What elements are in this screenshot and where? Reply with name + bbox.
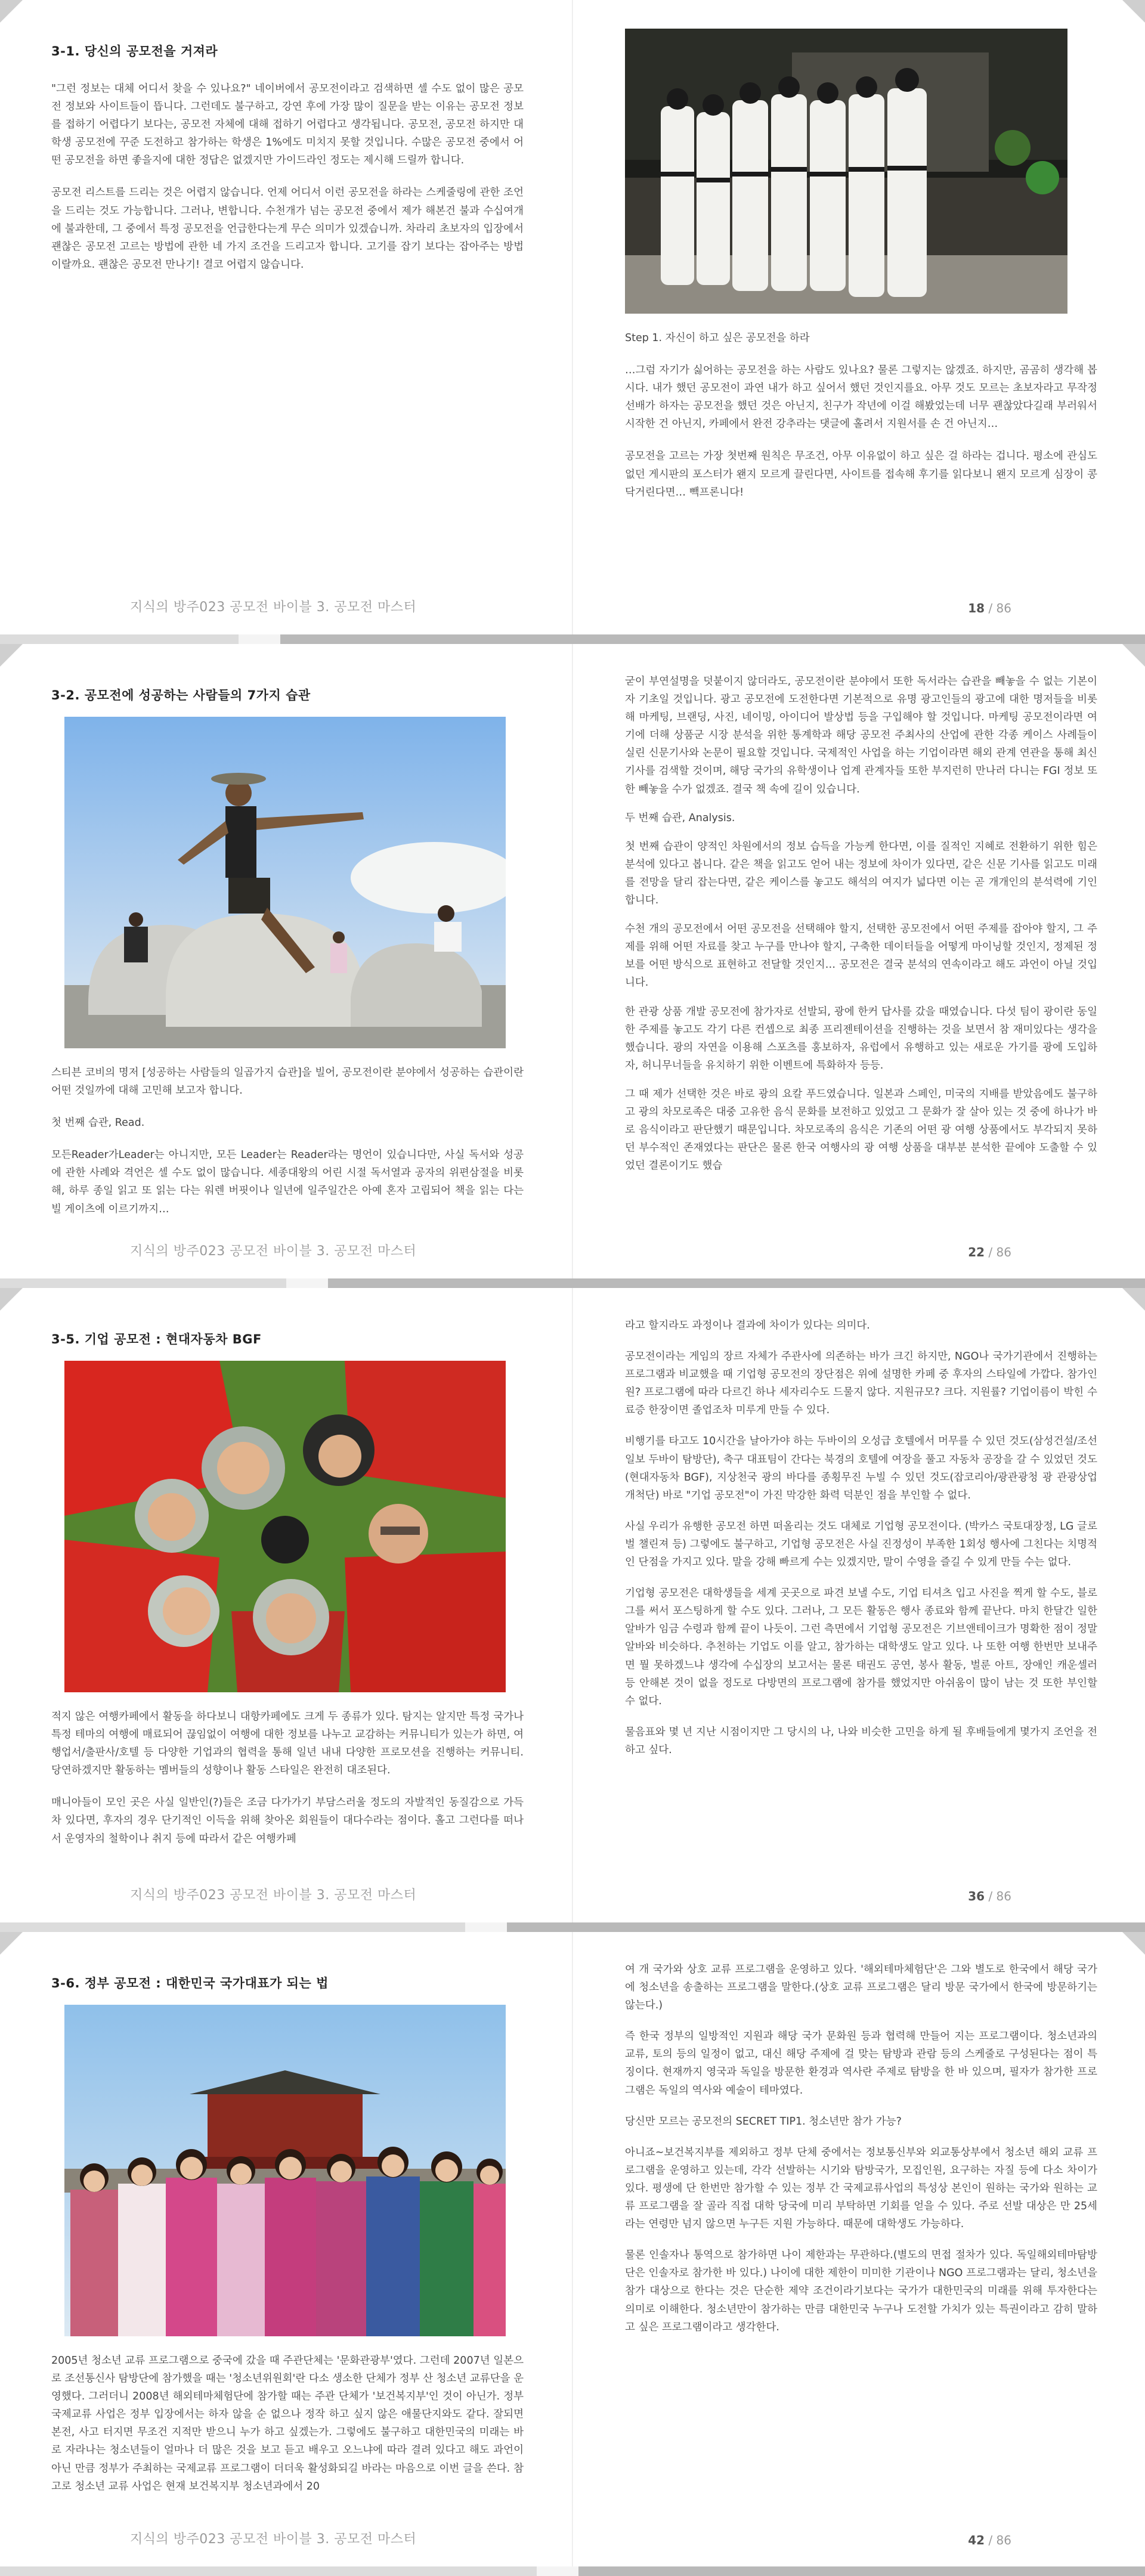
body-paragraph: 공모전이라는 게임의 장르 자체가 주관사에 의존하는 바가 크긴 하지만, NGO나 국가기관에서 진행하는 프로그램과 비교했을 때 기업형 공모전의 장단점은 위에 설명한 카페 중 후자의 스타일에 가깝다. 참가인원? 프로그램에 따라 다르긴 하나 세자리수도 드물지 않다. 지원규모? 크다. 지원률? 기업이름이 박힌 수료증 한장이면 졸업조차 미루게 만들 수 있다.: [625, 1351, 1097, 1417]
reading-progress-bar[interactable]: [0, 1922, 1145, 1932]
body-paragraph: 스티븐 코비의 명저 [성공하는 사람들의 일곱가지 습관]을 빌어, 공모전이란 분야에서 성공하는 습관이란 어떤 것일까에 대해 고민해 보고자 합니다.: [51, 1067, 524, 1097]
body-paragraph: 당신만 모르는 공모전의 SECRET TIP1. 청소년만 참가 가능?: [625, 2115, 902, 2128]
taekwondo-group-photo: [625, 29, 1067, 314]
page-spread-1: [0, 0, 1145, 644]
body-paragraph: 수천 개의 공모전에서 어떤 공모전을 선택해야 할지, 선택한 공모전에서 어떤 주제를 잡아야 할지, 그 주제를 위해 어떤 자료를 찾고 누구를 만나야 할지, 구축한 데이터들을 어떻게 마이닝할 것인지, 정제된 정보를 어떤 방식으로 표현하고 전달할 것인지… 공모전은 결국 분석의 연속이라고 해도 과언이 아닐 것입니다.: [625, 923, 1097, 989]
page-spread-3: [0, 1288, 1145, 1932]
current-page: 36: [968, 1889, 985, 1903]
right-page: [574, 0, 1145, 634]
right-page: [574, 1932, 1145, 2566]
body-paragraph: 모든Reader가Leader는 아니지만, 모든 Leader는 Reader라는 명언이 있습니다만, 사실 독서와 성공에 관한 사례와 격언은 셀 수도 없이 많습니다. 세종대왕의 어린 시절 독서열과 공자의 위편삼절을 비롯해, 하루 종일 읽고 또 읽는 다는 워렌 버핏이나 일년에 일주일간은 아예 혼자 고립되어 책을 읽는 다는 빌 게이츠에 이르기까지…: [51, 1149, 524, 1215]
body-paragraph: 한 관광 상품 개발 공모전에 참가자로 선발되, 광에 한커 답사를 갔을 때였습니다. 다섯 팀이 광이란 동일한 주제를 놓고도 각기 다른 컨셉으로 최종 프리젠테이션을 진행하는 것을 보면서 참 재미있다는 생각을 했습니다. 광의 자연을 이용해 스포츠를 홍보하자, 유럽에서 유행하고 있는 새로운 가기를 광에 도입하자, 허니무너들을 유치하기 위한 이벤트에 특화하자 등등.: [625, 1005, 1097, 1072]
current-page: 22: [968, 1245, 985, 1259]
left-page: [0, 0, 571, 634]
body-paragraph: 첫 번째 습관이 양적인 차원에서의 정보 습득을 가능케 한다면, 이를 질적인 지혜로 전환하기 위한 힘은 분석에 있다고 봅니다. 같은 책을 읽고도 얻어 내는 정보에 차이가 있다면, 같은 신문 기사를 읽고도 미래를 전망을 달리 잡는다면, 같은 케이스를 놓고도 해석의 여지가 넓다면 이는 곧 개개인의 분석력에 기인합니다.: [625, 840, 1097, 907]
body-paragraph: 아니죠~보건복지부를 제외하고 정부 단체 중에서는 정보통신부와 외교통상부에서 청소년 해외 교류 프로그램을 운영하고 있는데, 각각 선발하는 시기와 탐방국가, 모집인원, 요구하는 자질 등에 다소 차이가 있다. 평생에 단 한번만 참가할 수 있는 정부 간 국제교류사업의 특성상 본인이 원하는 국가와 원하는 교류 프로그램을 잘 골라 직접 대학 당국에 미리 부탁하면 기회를 얻을 수 있다. 주로 선발 대상은 만 25세라는 연령만 넘지 않으면 누구든 지원 가능하다. 때문에 대학생도 가능하다.: [625, 2146, 1097, 2231]
book-title-footer: 지식의 방주023 공모전 바이블 3. 공모전 마스터: [130, 1244, 417, 1259]
page-spread-2: [0, 644, 1145, 1288]
progress-thumb[interactable]: [239, 634, 280, 644]
body-paragraph: 굳이 부연설명을 덧붙이지 않더라도, 공모전이란 분야에서 또한 독서라는 습관을 빼놓을 수 없는 기본이자 기초일 것입니다. 광고 공모전에 도전한다면 기본적으로 유명 광고인들의 광고에 대한 명저들을 비롯해 마케팅, 브랜딩, 사진, 네이밍, 아이디어 발상법 등을 구입해야 할 것입니다. 마케팅 공모전이라면 여기에 더해 상품군 시장 분석을 위한 통계학과 해당 공모전 주최사의 산업에 관한 각종 케이스 사례들이 실린 신문기사와 논문이 필요할 것입니다. 국제적인 사업을 하는 기업이라면 해외 관계 연관을 통해 최신 기사를 검색할 것이며, 해당 국가의 유학생이나 업계 관계자들 또한 부지런히 만나러 다니는 FGI 정보 또한 빼놓을 수가 없겠죠. 결국 책 속에 길이 있습니다.: [625, 676, 1097, 795]
section-heading: 3-2. 공모전에 성공하는 사람들의 7가지 습관: [51, 688, 311, 702]
students-lying-photo: [64, 1361, 506, 1692]
left-page: [0, 644, 571, 1278]
section-heading: 3-1. 당신의 공모전을 거져라: [51, 44, 218, 58]
page-spread-4: [0, 1932, 1145, 2576]
body-paragraph: …그럼 자기가 싫어하는 공모전을 하는 사람도 있나요? 물론 그렇지는 않겠죠. 하지만, 곰곰히 생각해 봅시다. 내가 했던 공모전이 과연 내가 하고 싶어서 했던 것인지를요. 아무 것도 모르는 초보자라고 무작정 선배가 하자는 공모전을 했던 것은 아닌지, 친구가 작년에 이걸 해봤었는데 너무 괜찮았다길래 부러워서 시작한 건 아닌지, 카페에서 완전 강추라는 댓글에 홀려서 지원서를 손 건 아닌지…: [625, 364, 1097, 431]
total-pages: / 86: [988, 1245, 1011, 1259]
page-number: [968, 601, 1011, 615]
total-pages: / 86: [988, 1889, 1011, 1903]
body-paragraph: 2005년 청소년 교류 프로그램으로 중국에 갔을 때 주관단체는 '문화관광부'였다. 그런데 2007년 일본으로 조선통신사 탐방단에 참가했을 때는 '청소년위원회'란 다소 생소한 단체가 정부 산 청소년 교류단을 운영했다. 그러더니 2008년 해외테마체험단에 참가할 때는 주관 단체가 '보건복지부'인 것이 아닌가. 정부 국제교류 사업은 정부 입장에서는 하자 않을 순 없으나 정작 하고 싶지 않은 애물단지와도 같다. 잘되면 본전, 사고 터지면 무조건 지적만 받으니 누가 하고 싶겠는가. 그렇에도 불구하고 대한민국의 미래는 바로 자라나는 청소년들이 얼마나 더 많은 것을 보고 듣고 배우고 오느냐에 따라 결려 있다고 해도 과언이 아닌 만큼 정부가 주최하는 국제교류 프로그램이 더더욱 활성화되길 바라는 마음으로 이번 글을 쓴다. 참고로 청소년 교류 사업은 현재 보건복지부 청소년과에서 20: [51, 2355, 524, 2493]
body-paragraph: 공모전을 고르는 가장 첫번째 원칙은 무조건, 아무 이유없이 하고 싶은 걸 하라는 겁니다. 평소에 관심도 없던 게시판의 포스터가 왠지 모르게 끌린다면, 사이트를 접속해 후기를 읽다보니 왠지 모르게 심장이 콩닥거린다면… 빽프론니다!: [625, 450, 1097, 499]
progress-fill: [0, 1922, 465, 1932]
left-page: [0, 1932, 571, 2566]
page-number: [968, 2533, 1011, 2547]
body-paragraph: "그런 정보는 대체 어디서 찾을 수 있나요?" 네이버에서 공모전이라고 검색하면 셀 수도 없이 많은 공모전 정보와 사이트들이 뜹니다. 그런데도 불구하고, 강연 후에 가장 많이 질문을 받는 이유는 공모전 정보를 접하기 어렵다기 보다는, 공모전 자체에 대해 접하기 어렵다고 생각됩니다. 공모전, 공모전 하지만 대학생 공모전에 꾸준 도전하고 참가하는 학생은 1%에도 미치지 못할 것입니다. 수많은 공모전 중에서 어떤 공모전을 하면 좋을지에 대한 정답은 없겠지만 가이드라인 정도는 제시해 드릴까 합니다.: [51, 83, 524, 167]
hanbok-group-photo: [64, 2005, 506, 2336]
left-page: [0, 1288, 571, 1922]
elephant-statue-photo: [64, 717, 506, 1048]
body-paragraph: Step 1. 자신이 하고 싶은 공모전을 하라: [625, 332, 810, 344]
progress-thumb[interactable]: [286, 1278, 328, 1288]
body-paragraph: 물음표와 몇 년 지난 시점이지만 그 당시의 나, 나와 비슷한 고민을 하게 될 후배들에게 몇가지 조언을 전하고 싶다.: [625, 1726, 1097, 1756]
book-title-footer: 지식의 방주023 공모전 바이블 3. 공모전 마스터: [130, 2532, 417, 2547]
page-number: [968, 1245, 1011, 1259]
progress-fill: [0, 634, 239, 644]
body-paragraph: 공모전 리스트를 드리는 것은 어렵지 않습니다. 언제 어디서 이런 공모전을 하라는 스케줄링에 관한 조언을 드리는 것도 가능합니다. 그러나, 변합니다. 수천개가 넘는 공모전 중에서 제가 해본건 불과 수십여개에 불과한데, 그 중에서 특정 공모전을 언급한다는게 무슨 의미가 있겠습니까. 차라리 초보자의 입장에서 괜찮은 공모전 고르는 방법에 관한 네 가지 조건을 드리고자 합니다. 고기를 잡기 보다는 잡아주는 방법이랄까요. 괜찮은 공모전 만나기! 결코 어렵지 않습니다.: [51, 187, 524, 271]
section-heading: 3-5. 기업 공모전 : 현대자동차 BGF: [51, 1332, 262, 1346]
reading-progress-bar[interactable]: [0, 634, 1145, 644]
page-gutter: [572, 1288, 573, 1922]
body-paragraph: 비행기를 타고도 10시간을 날아가야 하는 두바이의 오성급 호텔에서 머무를 수 있던 것도(삼성건설/조선일보 두바이 탐방단), 축구 대표팀이 간다는 북경의 호텔에 여장을 풀고 자동차 공장을 갈 수 있었던 것도(현대자동차 BGF), 지상천국 광의 바다를 종횡무진 누빌 수 있던 것도(잡코리아/광관광청 광 관광상업 개척단) 바로 "기업 공모전"이 가진 막강한 화력 덕분인 점을 부인할 수 없다.: [625, 1435, 1097, 1501]
page-number: [968, 1889, 1011, 1903]
body-paragraph: 첫 번째 습관, Read.: [51, 1117, 145, 1129]
book-title-footer: 지식의 방주023 공모전 바이블 3. 공모전 마스터: [130, 600, 417, 615]
progress-fill: [0, 2566, 537, 2576]
right-page: [574, 644, 1145, 1278]
page-gutter: [572, 644, 573, 1278]
current-page: 42: [968, 2533, 985, 2547]
body-paragraph: 두 번째 습관, Analysis.: [625, 812, 735, 824]
section-heading: 3-6. 정부 공모전 : 대한민국 국가대표가 되는 법: [51, 1976, 329, 1990]
body-paragraph: 매니아들이 모인 곳은 사실 일반인(?)들은 조금 다가가기 부담스러울 정도의 자발적인 동질감으로 가득차 있다면, 후자의 경우 단기적인 이득을 위해 찾아온 회원들이 대다수라는 점이다. 홀고 그런다를 떠나서 운영자의 철학이나 취지 등에 따라서 같은 여행카페: [51, 1797, 524, 1845]
body-paragraph: 라고 할지라도 과정이나 결과에 차이가 있다는 의미다.: [625, 1320, 870, 1332]
page-gutter: [572, 0, 573, 634]
page-gutter: [572, 1932, 573, 2566]
progress-thumb[interactable]: [537, 2566, 578, 2576]
reading-progress-bar[interactable]: [0, 1278, 1145, 1288]
book-title-footer: 지식의 방주023 공모전 바이블 3. 공모전 마스터: [130, 1888, 417, 1903]
right-page: [574, 1288, 1145, 1922]
body-paragraph: 사실 우리가 유행한 공모전 하면 떠올리는 것도 대체로 기업형 공모전이다. (박카스 국토대장정, LG 글로벌 챌린져 등) 그렇에도 불구하고, 기업형 공모전은 사실 진정성이 부족한 1회성 행사에 그친다는 치명적인 단점을 가지고 있다. 말을 강해 빠르게 수는 있겠지만, 말이 수영을 즐길 수 있게 만들 수는 없다.: [625, 1520, 1097, 1569]
progress-thumb[interactable]: [465, 1922, 507, 1932]
reading-progress-bar[interactable]: [0, 2566, 1145, 2576]
current-page: 18: [968, 601, 985, 615]
body-paragraph: 적지 않은 여행카페에서 활동을 하다보니 대항카페에도 크게 두 종류가 있다. 탐지는 알지만 특정 국가나 특정 테마의 여행에 매료되어 끊임없이 여행에 대한 정보를 나누고 교감하는 커뮤니티가 있는가 하면, 여행업서/출판사/호텔 등 다양한 기업과의 협력을 통해 일년 내내 다양한 프로모션을 진행하는 커뮤니티. 당연하겠지만 활동하는 멤버들의 성향이나 활동 스타일은 완전히 대조된다.: [51, 1711, 524, 1777]
body-paragraph: 물론 인솔자나 통역으로 참가하면 나이 제한과는 무관하다.(별도의 면접 절차가 있다. 독일해외테마탐방단은 인솔자로 참가한 바 있다.) 나이에 대한 제한이 미미한 기관이나 NGO 프로그램과는 달리, 청소년을 참가 대상으로 한다는 것은 단순한 제약 조건이라기보다는 국가가 대한민국의 미래를 위해 투자한다는 의미로 이해한다. 청소년만이 참가하는 만큼 대한민국 누구나 도전할 가치가 있는 특권이라고 감히 말하고 싶은 프로그램이라고 생각한다.: [625, 2249, 1097, 2333]
progress-fill: [0, 1278, 286, 1288]
total-pages: / 86: [988, 2533, 1011, 2547]
total-pages: / 86: [988, 601, 1011, 615]
body-paragraph: 그 때 제가 선택한 것은 바로 광의 요칼 푸드였습니다. 일본과 스페인, 미국의 지배를 받았음에도 불구하고 광의 차모로족은 대중 고유한 음식 문화를 보전하고 있었고 그 문화가 잘 살아 있는 것 중에 하나가 바로 음식이라고 판단했기 때문입니다. 차모로족의 음식은 기존의 어떤 광 여행 상품에서도 부각되지 못하던 부수적인 존재였다는 판단은 물론 한국 여행사의 광 여행 상품을 대부분 분석한 끝에야 도출할 수 있었던 결론이기도 했습: [625, 1088, 1097, 1172]
body-paragraph: 즉 한국 정부의 일방적인 지원과 해당 국가 문화원 등과 협력해 만들어 지는 프로그램이다. 청소년과의 교류, 토의 등의 일정이 없고, 대신 해당 주제에 걸 맞는 탐방과 관람 등의 스케줄로 구성된다는 점이 특징이다. 현재까지 영국과 독일을 방문한 환경과 역사란 주제로 탐방을 한 바 있으며, 필자가 참가한 프로그램은 독일의 역사와 예술이 테마였다.: [625, 2030, 1097, 2097]
body-paragraph: 여 개 국가와 상호 교류 프로그램을 운영하고 있다. '해외테마체험단'은 그와 별도로 한국에서 해당 국가에 청소년을 송출하는 프로그램을 말한다.(상호 교류 프로그램은 달리 방문 국가에서 한국에 방문하기는 않는다.): [625, 1964, 1097, 2012]
body-paragraph: 기업형 공모전은 대학생들을 세계 곳곳으로 파견 보낼 수도, 기업 티셔츠 입고 사진을 찍게 할 수도, 블로그를 써서 포스팅하게 할 수도 있다. 그러나, 그 모든 활동은 행사 종료와 함께 끝난다. 마치 한달간 일한 알바가 임금 수령과 함께 끝이 나듯이. 그런 측면에서 기업형 공모전은 기브앤테이크가 명확한 점이 정말 알바와 비슷하다. 추천하는 기업도 이를 알고, 참가하는 대학생도 알고 있다. 나 또한 여행 한번만 보내주면 뭘 못하겠느냐 생각에 수십장의 보고서는 물론 태권도 공연, 봉사 활동, 벌룬 아트, 장애인 캐운셀러 등 안해본 것이 없을 정도로 다방면의 프로그램에 참가를 했었지만 아쉬움이 많이 남는 것 또한 부인할 수 없다.: [625, 1587, 1097, 1707]
